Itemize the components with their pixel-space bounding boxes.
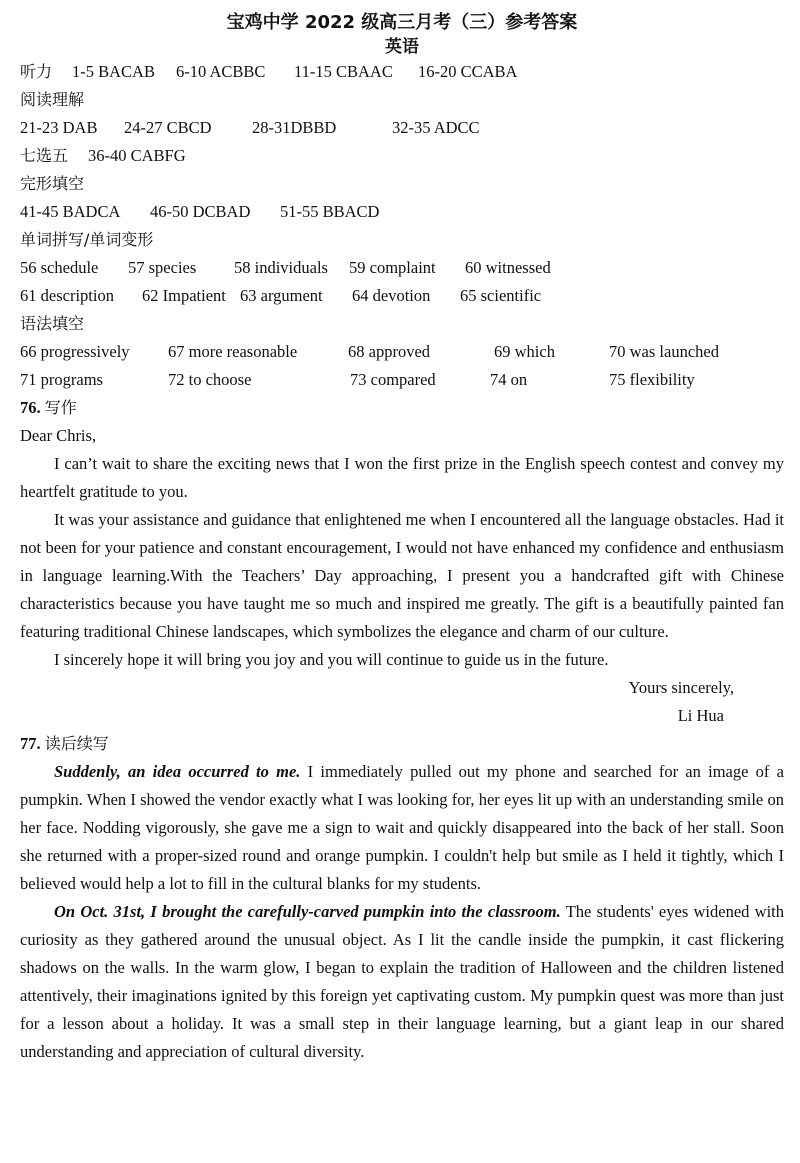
cloze-label: 完形填空 (20, 174, 85, 193)
continuation-heading (20, 730, 784, 758)
paragraph-body: I immediately pulled out my phone and searched for an image of a pumpkin. When I showed the vendor exactly what I was looking for, her eyes lit up with an understanding smile on her face. Nodding vigorously, she gave me a sign to wait and quickly disappeared into the back of her stall. Soon she returned with a proper-sized round and orange pumpkin. I couldn't help but smile as I held it tightly, which I believed would help a lot to fill in the cultural blanks for my students. (20, 762, 784, 893)
listening-row (20, 58, 784, 86)
answer-item: 72 to choose (168, 370, 252, 389)
answer-item: 57 species (128, 258, 197, 277)
answer-item: 63 argument (240, 286, 323, 305)
answer-group: 36-40 CABFG (88, 146, 186, 165)
answer-group: 11-15 CBAAC (294, 62, 393, 81)
paragraph-lead-sentence: On Oct. 31st, I brought the carefully-carved pumpkin into the classroom. (54, 902, 561, 921)
answer-item: 61 description (20, 286, 114, 305)
word-spelling-row-1 (20, 254, 784, 282)
word-spelling-row-2 (20, 282, 784, 310)
writing-heading (20, 394, 784, 422)
answer-group: 6-10 ACBBC (176, 62, 266, 81)
answer-item: 62 Impatient (142, 286, 226, 305)
answer-item: 58 individuals (234, 258, 328, 277)
letter-closing: Yours sincerely, (628, 678, 734, 697)
answer-item: 75 flexibility (609, 370, 695, 389)
reading-label: 阅读理解 (20, 90, 85, 109)
answer-item: 70 was launched (609, 342, 719, 361)
subject-title: 英语 (385, 37, 419, 57)
letter-paragraph: I sincerely hope it will bring you joy and you will continue to guide us in the future. (54, 650, 609, 669)
answer-item: 64 devotion (352, 286, 431, 305)
word-spelling-label: 单词拼写/单词变形 (20, 230, 154, 249)
continuation-paragraph (20, 898, 784, 1066)
answer-item: 59 complaint (349, 258, 436, 277)
answer-key-document (20, 12, 784, 1066)
answer-item: 65 scientific (460, 286, 542, 305)
continuation-label: 读后续写 (44, 734, 109, 753)
letter-paragraph: It was your assistance and guidance that enlightened me when I encountered all the language obstacles. Had it not been for your patience and constant encouragement, I would not have enhanced my confidence and enthusiasm in language learning.With the Teachers’ Day approaching, I present you a handcrafted gift with Chinese characteristics because you have taught me so much and inspired me greatly. The gift is a beautifully painted fan featuring traditional Chinese landscapes, which symbolizes the elegance and charm of our culture. (20, 510, 784, 641)
letter-paragraph: I can’t wait to share the exciting news that I won the first prize in the English speech contest and convey my heartfelt gratitude to you. (20, 454, 784, 501)
continuation-paragraph (20, 758, 784, 898)
reading-row (20, 114, 784, 142)
answer-group: 51-55 BBACD (280, 202, 380, 221)
section-number: 77. (20, 734, 41, 753)
grammar-row-2 (20, 366, 784, 394)
document-title: 宝鸡中学 2022 级高三月考（三）参考答案 (226, 12, 578, 33)
answer-item: 68 approved (348, 342, 431, 361)
letter-salutation: Dear Chris, (20, 426, 97, 445)
letter-signature: Li Hua (677, 706, 724, 725)
answer-item: 73 compared (350, 370, 436, 389)
answer-item: 56 schedule (20, 258, 99, 277)
section-number: 76. (20, 398, 41, 417)
paragraph-body: The students' eyes widened with curiosity as they gathered around the unusual object. As I lit the candle inside the pumpkin, it cast flickering shadows on the walls. In the warm glow, I began to explain the tradition of Halloween and the children listened attentively, their imaginations ignited by this foreign yet captivating custom. My pumpkin quest was more than just for a lesson about a holiday. It was a small step in their language learning, but a giant leap in our shared understanding and appreciation of cultural diversity. (20, 902, 784, 1061)
answer-item: 71 programs (20, 370, 103, 389)
answer-item: 74 on (490, 370, 528, 389)
answer-group: 1-5 BACAB (72, 62, 155, 81)
grammar-label: 语法填空 (20, 314, 85, 333)
answer-group: 46-50 DCBAD (150, 202, 251, 221)
writing-label: 写作 (44, 398, 77, 417)
listening-label: 听力 (20, 62, 53, 81)
grammar-row-1 (20, 338, 784, 366)
answer-group: 21-23 DAB (20, 118, 98, 137)
answer-group: 28-31DBBD (252, 118, 337, 137)
cloze-row (20, 198, 784, 226)
answer-item: 60 witnessed (465, 258, 551, 277)
seven-choose-five-row (20, 142, 784, 170)
answer-item: 67 more reasonable (168, 342, 298, 361)
answer-group: 41-45 BADCA (20, 202, 121, 221)
answer-group: 24-27 CBCD (124, 118, 212, 137)
answer-item: 69 which (494, 342, 555, 361)
answer-item: 66 progressively (20, 342, 130, 361)
seven-choose-five-label: 七选五 (20, 146, 69, 165)
answer-group: 16-20 CCABA (418, 62, 518, 81)
paragraph-lead-sentence: Suddenly, an idea occurred to me. (54, 762, 301, 781)
answer-group: 32-35 ADCC (392, 118, 480, 137)
